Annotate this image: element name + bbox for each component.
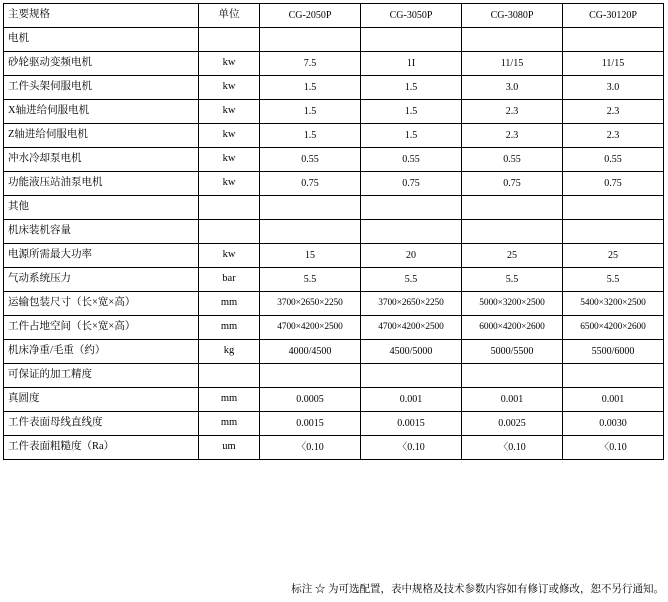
row-value: 0.75 [563, 172, 664, 196]
row-value: 1.5 [361, 124, 462, 148]
spec-sheet [0, 3, 668, 602]
row-value: 0.55 [361, 148, 462, 172]
table-row [4, 316, 664, 340]
row-value [563, 28, 664, 52]
row-value: 0.75 [260, 172, 361, 196]
row-value: 2.3 [462, 100, 563, 124]
row-unit: kw [199, 148, 260, 172]
row-value: 2.3 [462, 124, 563, 148]
row-value [462, 28, 563, 52]
table-header-cell: CG-3050P [361, 4, 462, 28]
row-value [361, 196, 462, 220]
row-value [260, 220, 361, 244]
row-value: 5.5 [563, 268, 664, 292]
row-value: 1.5 [260, 100, 361, 124]
row-value: 0.55 [260, 148, 361, 172]
table-header-cell: CG-2050P [260, 4, 361, 28]
table-row [4, 52, 664, 76]
row-label: 冲水冷却泵电机 [4, 148, 199, 172]
row-value: 15 [260, 244, 361, 268]
row-value: 0.0030 [563, 412, 664, 436]
table-row [4, 244, 664, 268]
row-unit: mm [199, 316, 260, 340]
row-label: 工件占地空间（长×宽×高） [4, 316, 199, 340]
row-label: 其他 [4, 196, 199, 220]
row-value: 5000×3200×2500 [462, 292, 563, 316]
row-value [260, 28, 361, 52]
specification-table [3, 3, 664, 460]
row-label: 功能液压站油泵电机 [4, 172, 199, 196]
table-row [4, 124, 664, 148]
row-value: 4500/5000 [361, 340, 462, 364]
row-unit: kw [199, 244, 260, 268]
row-label: 工件表面粗糙度（Ra） [4, 436, 199, 460]
row-label: 工件头架伺服电机 [4, 76, 199, 100]
row-value: 〈0.10 [462, 436, 563, 460]
row-unit: mm [199, 412, 260, 436]
table-header-cell: CG-3080P [462, 4, 563, 28]
table-header-cell: 主要规格 [4, 4, 199, 28]
table-header-cell: CG-30120P [563, 4, 664, 28]
row-value: 6500×4200×2600 [563, 316, 664, 340]
row-value: 0.55 [563, 148, 664, 172]
table-row [4, 412, 664, 436]
row-value: 0.75 [462, 172, 563, 196]
row-value: 1I [361, 52, 462, 76]
row-value [260, 196, 361, 220]
row-value: 3700×2650×2250 [361, 292, 462, 316]
row-value: 5.5 [462, 268, 563, 292]
row-value [462, 196, 563, 220]
row-unit: mm [199, 292, 260, 316]
table-row [4, 268, 664, 292]
row-unit: um [199, 436, 260, 460]
row-value: 0.001 [563, 388, 664, 412]
table-row [4, 292, 664, 316]
row-unit: kw [199, 172, 260, 196]
row-label: X轴进给伺服电机 [4, 100, 199, 124]
row-value: 5400×3200×2500 [563, 292, 664, 316]
table-row [4, 436, 664, 460]
row-value [361, 364, 462, 388]
row-value [361, 28, 462, 52]
row-value: 〈0.10 [260, 436, 361, 460]
row-value [361, 220, 462, 244]
row-value: 4700×4200×2500 [361, 316, 462, 340]
row-label: 气动系统压力 [4, 268, 199, 292]
row-value: 4000/4500 [260, 340, 361, 364]
row-value: 25 [462, 244, 563, 268]
row-label: 砂轮驱动变频电机 [4, 52, 199, 76]
row-value: 4700×4200×2500 [260, 316, 361, 340]
row-value: 11/15 [563, 52, 664, 76]
row-value: 0.0005 [260, 388, 361, 412]
row-value [260, 364, 361, 388]
footnote: 标注 ☆ 为可选配置，表中规格及技术参数内容如有修订或修改，恕不另行通知。 [291, 584, 664, 595]
row-value: 7.5 [260, 52, 361, 76]
row-value: 0.001 [361, 388, 462, 412]
row-label: 机床装机容量 [4, 220, 199, 244]
row-value [462, 364, 563, 388]
row-value: 3.0 [462, 76, 563, 100]
row-value: 0.0015 [260, 412, 361, 436]
table-row [4, 100, 664, 124]
row-value: 1.5 [260, 76, 361, 100]
row-value: 1.5 [260, 124, 361, 148]
row-value: 1.5 [361, 100, 462, 124]
row-value: 6000×4200×2600 [462, 316, 563, 340]
table-row [4, 388, 664, 412]
row-unit: kw [199, 52, 260, 76]
table-row [4, 172, 664, 196]
table-header-row [4, 4, 664, 28]
row-value: 5.5 [361, 268, 462, 292]
row-value [462, 220, 563, 244]
row-label: 工件表面母线直线度 [4, 412, 199, 436]
row-value: 〈0.10 [563, 436, 664, 460]
row-unit [199, 364, 260, 388]
table-row [4, 340, 664, 364]
row-value: 0.55 [462, 148, 563, 172]
row-value: 11/15 [462, 52, 563, 76]
row-value: 3700×2650×2250 [260, 292, 361, 316]
row-unit: kg [199, 340, 260, 364]
row-unit: kw [199, 76, 260, 100]
row-value: 20 [361, 244, 462, 268]
table-section-row [4, 220, 664, 244]
row-value: 5000/5500 [462, 340, 563, 364]
row-unit: mm [199, 388, 260, 412]
row-unit: kw [199, 100, 260, 124]
row-value: 5500/6000 [563, 340, 664, 364]
row-value [563, 364, 664, 388]
row-value: 3.0 [563, 76, 664, 100]
table-header-cell: 单位 [199, 4, 260, 28]
row-value: 0.0025 [462, 412, 563, 436]
row-label: 可保证的加工精度 [4, 364, 199, 388]
row-value: 0.001 [462, 388, 563, 412]
row-value [563, 220, 664, 244]
row-label: 机床净重/毛重（约） [4, 340, 199, 364]
table-row [4, 148, 664, 172]
row-label: 电机 [4, 28, 199, 52]
row-value [563, 196, 664, 220]
row-unit [199, 28, 260, 52]
row-unit [199, 220, 260, 244]
table-row [4, 76, 664, 100]
row-value: 0.75 [361, 172, 462, 196]
row-value: 25 [563, 244, 664, 268]
row-value: 5.5 [260, 268, 361, 292]
row-label: 运输包装尺寸（长×宽×高） [4, 292, 199, 316]
row-unit [199, 196, 260, 220]
row-value: 〈0.10 [361, 436, 462, 460]
row-value: 1.5 [361, 76, 462, 100]
row-label: 电源所需最大功率 [4, 244, 199, 268]
row-unit: kw [199, 124, 260, 148]
table-section-row [4, 196, 664, 220]
row-value: 2.3 [563, 124, 664, 148]
row-value: 2.3 [563, 100, 664, 124]
row-unit: bar [199, 268, 260, 292]
row-value: 0.0015 [361, 412, 462, 436]
table-section-row [4, 28, 664, 52]
row-label: 真圆度 [4, 388, 199, 412]
table-section-row [4, 364, 664, 388]
row-label: Z轴进给伺服电机 [4, 124, 199, 148]
